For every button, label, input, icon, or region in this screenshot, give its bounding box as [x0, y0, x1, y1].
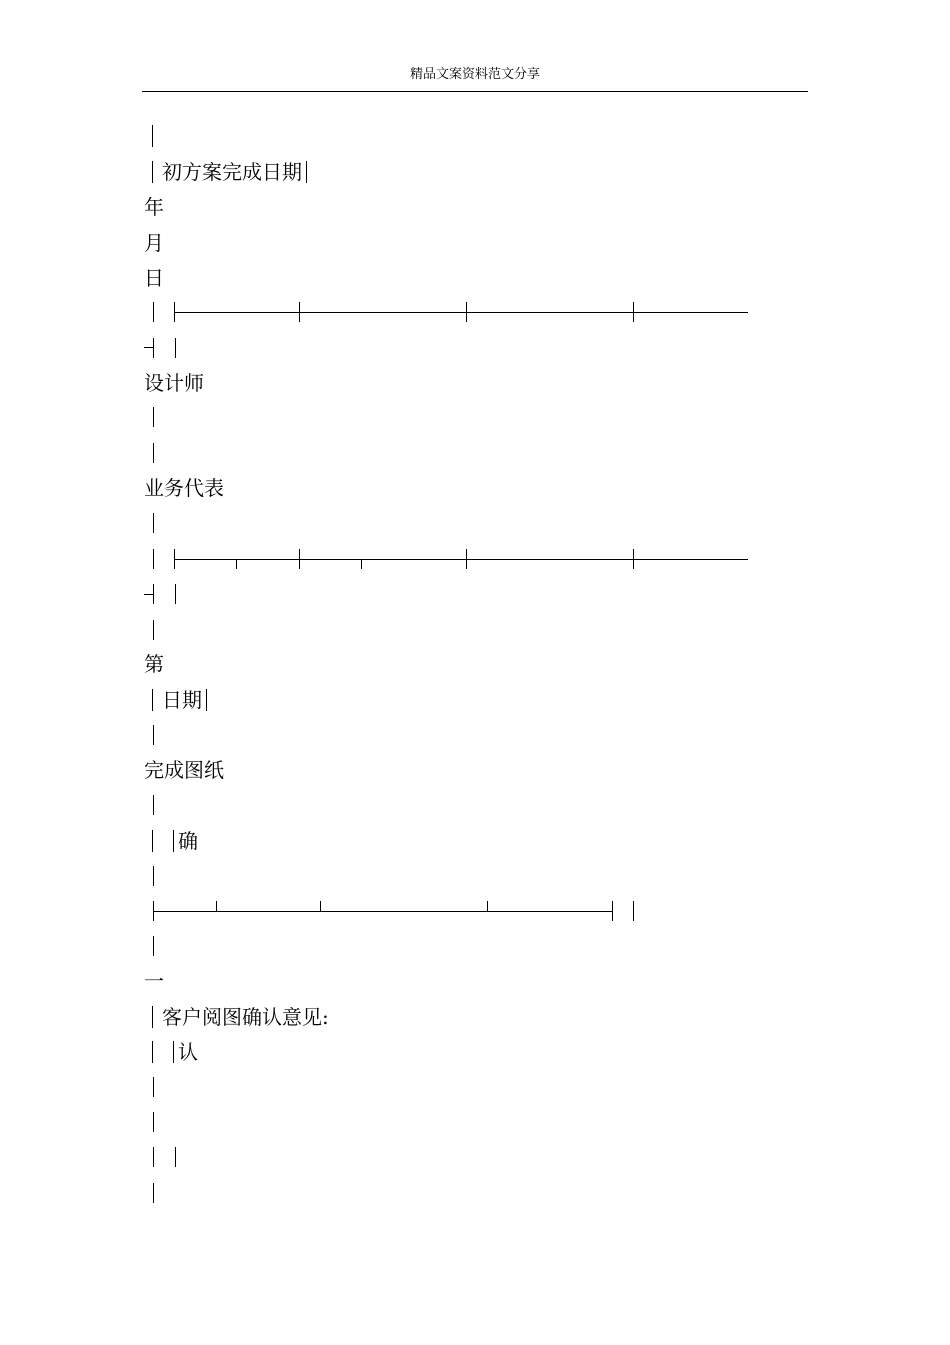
vertical-bar — [153, 549, 154, 569]
vertical-bar — [153, 936, 154, 956]
doc-line — [143, 1037, 198, 1067]
rule-tick-small — [236, 559, 237, 569]
vertical-bar — [173, 1041, 174, 1063]
doc-line — [143, 157, 316, 187]
vertical-bar — [153, 1147, 154, 1167]
vertical-bar — [175, 338, 176, 358]
label-confirm: 确 — [178, 829, 198, 853]
vertical-bar — [152, 161, 153, 183]
vertical-bar — [153, 725, 154, 745]
vertical-bar — [153, 1077, 154, 1097]
vertical-bar — [153, 338, 154, 358]
label-ordinal: 第 — [144, 652, 164, 676]
rule-tick — [466, 302, 467, 322]
vertical-bar — [173, 830, 174, 852]
doc-line — [143, 826, 198, 856]
label-date: 日期 — [162, 688, 202, 712]
vertical-bar — [152, 1006, 153, 1028]
doc-line — [143, 1002, 329, 1032]
rule-tick-small — [320, 901, 321, 911]
vertical-bar — [612, 901, 613, 921]
vertical-bar — [175, 1147, 176, 1167]
vertical-bar — [153, 513, 154, 533]
label-business-rep: 业务代表 — [144, 476, 224, 500]
vertical-bar — [633, 901, 634, 921]
vertical-bar — [153, 443, 154, 463]
label-first-draft-date: 初方案完成日期 — [162, 160, 302, 184]
vertical-bar — [153, 1183, 154, 1203]
rule-tick — [633, 549, 634, 569]
vertical-bar — [153, 1112, 154, 1132]
vertical-bar — [153, 584, 154, 604]
rule-tick-small — [361, 559, 362, 569]
rule-tick-small — [216, 901, 217, 911]
rule-tick — [299, 549, 300, 569]
horizontal-rule — [174, 312, 748, 313]
label-drawings-complete: 完成图纸 — [144, 758, 224, 782]
table-border-line — [143, 121, 162, 151]
vertical-bar — [206, 689, 207, 711]
vertical-bar — [152, 125, 153, 147]
vertical-bar — [153, 302, 154, 322]
vertical-bar — [152, 1041, 153, 1063]
vertical-bar — [153, 620, 154, 640]
label-month: 月 — [144, 231, 164, 255]
label-client-review: 客户阅图确认意见: — [162, 1005, 329, 1029]
vertical-bar — [175, 584, 176, 604]
header-rule — [142, 91, 808, 92]
vertical-bar — [153, 407, 154, 427]
horizontal-rule — [144, 594, 153, 595]
vertical-bar — [153, 795, 154, 815]
horizontal-rule — [153, 911, 612, 912]
vertical-bar — [152, 689, 153, 711]
label-approve: 认 — [178, 1040, 198, 1064]
doc-line — [143, 685, 216, 715]
label-designer: 设计师 — [144, 371, 204, 395]
vertical-bar — [152, 830, 153, 852]
horizontal-rule — [174, 559, 748, 560]
vertical-bar — [306, 161, 307, 183]
rule-tick — [466, 549, 467, 569]
label-year: 年 — [144, 195, 164, 219]
rule-tick-small — [487, 901, 488, 911]
header-title: 精品文案资料范文分享 — [409, 67, 540, 82]
label-one: 一 — [144, 969, 164, 993]
rule-tick — [633, 302, 634, 322]
label-day: 日 — [144, 266, 164, 290]
vertical-bar — [153, 866, 154, 886]
rule-tick — [299, 302, 300, 322]
horizontal-rule — [144, 347, 153, 348]
